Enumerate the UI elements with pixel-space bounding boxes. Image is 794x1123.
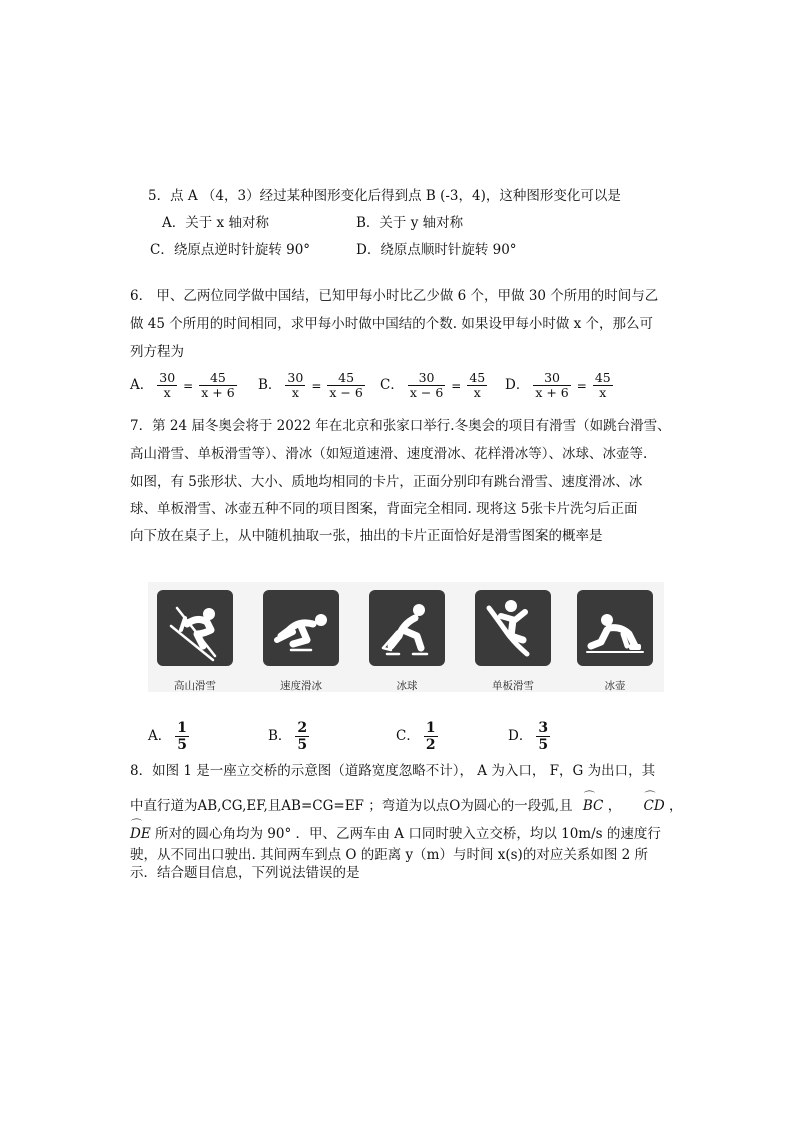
option-label: A． bbox=[148, 727, 172, 744]
fraction: $\frac{30}{x}$ bbox=[287, 370, 304, 401]
q8-line4: 驶，从不同出口驶出. 其间两车到点 O 的距离 y（m）与时间 x(s)的对应关系如图 2 所 bbox=[130, 847, 648, 863]
option-label: A． bbox=[130, 377, 154, 394]
ice-hockey-card-icon bbox=[369, 590, 445, 666]
q6-line2: 做 45 个所用的时间相同，求甲每小时做中国结的个数. 如果设甲每小时做 x 个，那么可 bbox=[130, 316, 654, 332]
q8-line3 bbox=[130, 828, 661, 842]
q7-line5: 向下放在桌子上，从中随机抽取一张，抽出的卡片正面恰好是滑雪图案的概率是 bbox=[130, 528, 603, 544]
q7-option-b[interactable] bbox=[268, 720, 309, 753]
separator: ， bbox=[668, 798, 683, 814]
caption-speed-skating: 速度滑冰 bbox=[280, 680, 322, 692]
fraction: $\frac{45}{x}$ bbox=[594, 370, 611, 401]
option-label: C． bbox=[380, 377, 404, 394]
option-label: B． bbox=[258, 377, 282, 394]
fraction: $\frac{45}{x}$ bbox=[469, 370, 486, 401]
fraction: $\frac{30}{x + 6}$ bbox=[535, 370, 569, 401]
q5-option-c[interactable]: C．绕原点逆时针旋转 90° bbox=[150, 242, 311, 258]
snowboard-card-icon bbox=[475, 590, 551, 666]
q6-option-a[interactable] bbox=[130, 371, 237, 401]
caption-curling: 冰壶 bbox=[604, 680, 626, 692]
q8-line2-text: 中直行道为AB,CG,EF,且AB=CG=EF ；弯道为以点O为圆心的一段弧,且 bbox=[130, 798, 573, 814]
q8-line2 bbox=[130, 800, 682, 814]
q5-option-a[interactable]: A．关于 x 轴对称 bbox=[162, 215, 269, 231]
equals-sign: = bbox=[311, 378, 322, 393]
fraction: $\frac{1}{5}$ bbox=[177, 720, 187, 754]
q6-option-c[interactable] bbox=[380, 371, 487, 401]
caption-ice-hockey: 冰球 bbox=[396, 680, 418, 692]
option-label: D． bbox=[505, 377, 530, 394]
q7-option-c[interactable] bbox=[396, 720, 438, 753]
q8-line3-text: 所对的圆心角均为 90° ．甲、乙两车由 A 口同时驶入立交桥，均以 10m/s 的速度行 bbox=[150, 826, 661, 842]
equals-sign: = bbox=[451, 378, 462, 393]
arc-bc: ⌒ BC bbox=[583, 800, 604, 814]
q7-line4: 球、单板滑雪、冰壶五种不同的项目图案，背面完全相同. 现将这 5张卡片洗匀后正面 bbox=[130, 501, 638, 517]
q7-option-d[interactable] bbox=[508, 720, 550, 753]
fraction: $\frac{45}{x - 6}$ bbox=[329, 370, 363, 401]
q6-line3: 列方程为 bbox=[130, 344, 184, 360]
q7-line1: 7．第 24 届冬奥会将于 2022 年在北京和张家口举行.冬奥会的项目有滑雪（如跳台滑雪、 bbox=[130, 418, 671, 434]
arc-cd: ⌒ CD bbox=[643, 800, 664, 814]
q6-option-d[interactable] bbox=[505, 371, 613, 401]
caption-snowboard: 单板滑雪 bbox=[492, 680, 534, 692]
fraction: $\frac{2}{5}$ bbox=[297, 720, 308, 754]
equals-sign: = bbox=[576, 378, 587, 393]
fraction: $\frac{30}{x}$ bbox=[159, 370, 176, 401]
q8-line5: 示．结合题目信息，下列说法错误的是 bbox=[130, 865, 360, 881]
fraction: $\frac{1}{2}$ bbox=[425, 720, 436, 754]
equals-sign: = bbox=[183, 378, 194, 393]
option-label: C． bbox=[396, 727, 420, 744]
separator: ， bbox=[607, 798, 622, 814]
q7-line2: 高山滑雪、单板滑雪等）、滑冰（如短道速滑、速度滑冰、花样滑冰等）、冰球、冰壶等. bbox=[130, 446, 648, 462]
alpine-skiing-card-icon bbox=[157, 590, 233, 666]
caption-alpine-skiing: 高山滑雪 bbox=[174, 680, 216, 692]
speed-skating-card-icon bbox=[263, 590, 339, 666]
q5-option-b[interactable]: B．关于 y 轴对称 bbox=[356, 215, 464, 231]
fraction: $\frac{45}{x + 6}$ bbox=[201, 370, 235, 401]
q7-line3: 如图，有 5张形状、大小、质地均相同的卡片，正面分别印有跳台滑雪、速度滑冰、冰 bbox=[130, 474, 643, 490]
q7-option-a[interactable] bbox=[148, 720, 189, 753]
q5-stem: 5．点 A （4，3）经过某种图形变化后得到点 B (-3，4)，这种图形变化可以是 bbox=[148, 188, 621, 204]
fraction: $\frac{30}{x - 6}$ bbox=[409, 370, 444, 401]
fraction: $\frac{3}{5}$ bbox=[538, 720, 549, 754]
option-label: B． bbox=[268, 727, 292, 744]
option-label: D． bbox=[508, 727, 533, 744]
curling-card-icon bbox=[577, 590, 653, 666]
q6-option-b[interactable] bbox=[258, 371, 365, 401]
arc-de: ⌒ DE bbox=[130, 828, 151, 842]
q8-line1: 8．如图 1 是一座立交桥的示意图（道路宽度忽略不计）， A 为入口， F，G 为出口，其 bbox=[130, 763, 656, 779]
q5-option-d[interactable]: D．绕原点顺时针旋转 90° bbox=[356, 242, 517, 258]
q6-line1: 6． 甲、乙两位同学做中国结，已知甲每小时比乙少做 6 个，甲做 30 个所用的时间与乙 bbox=[130, 288, 659, 304]
